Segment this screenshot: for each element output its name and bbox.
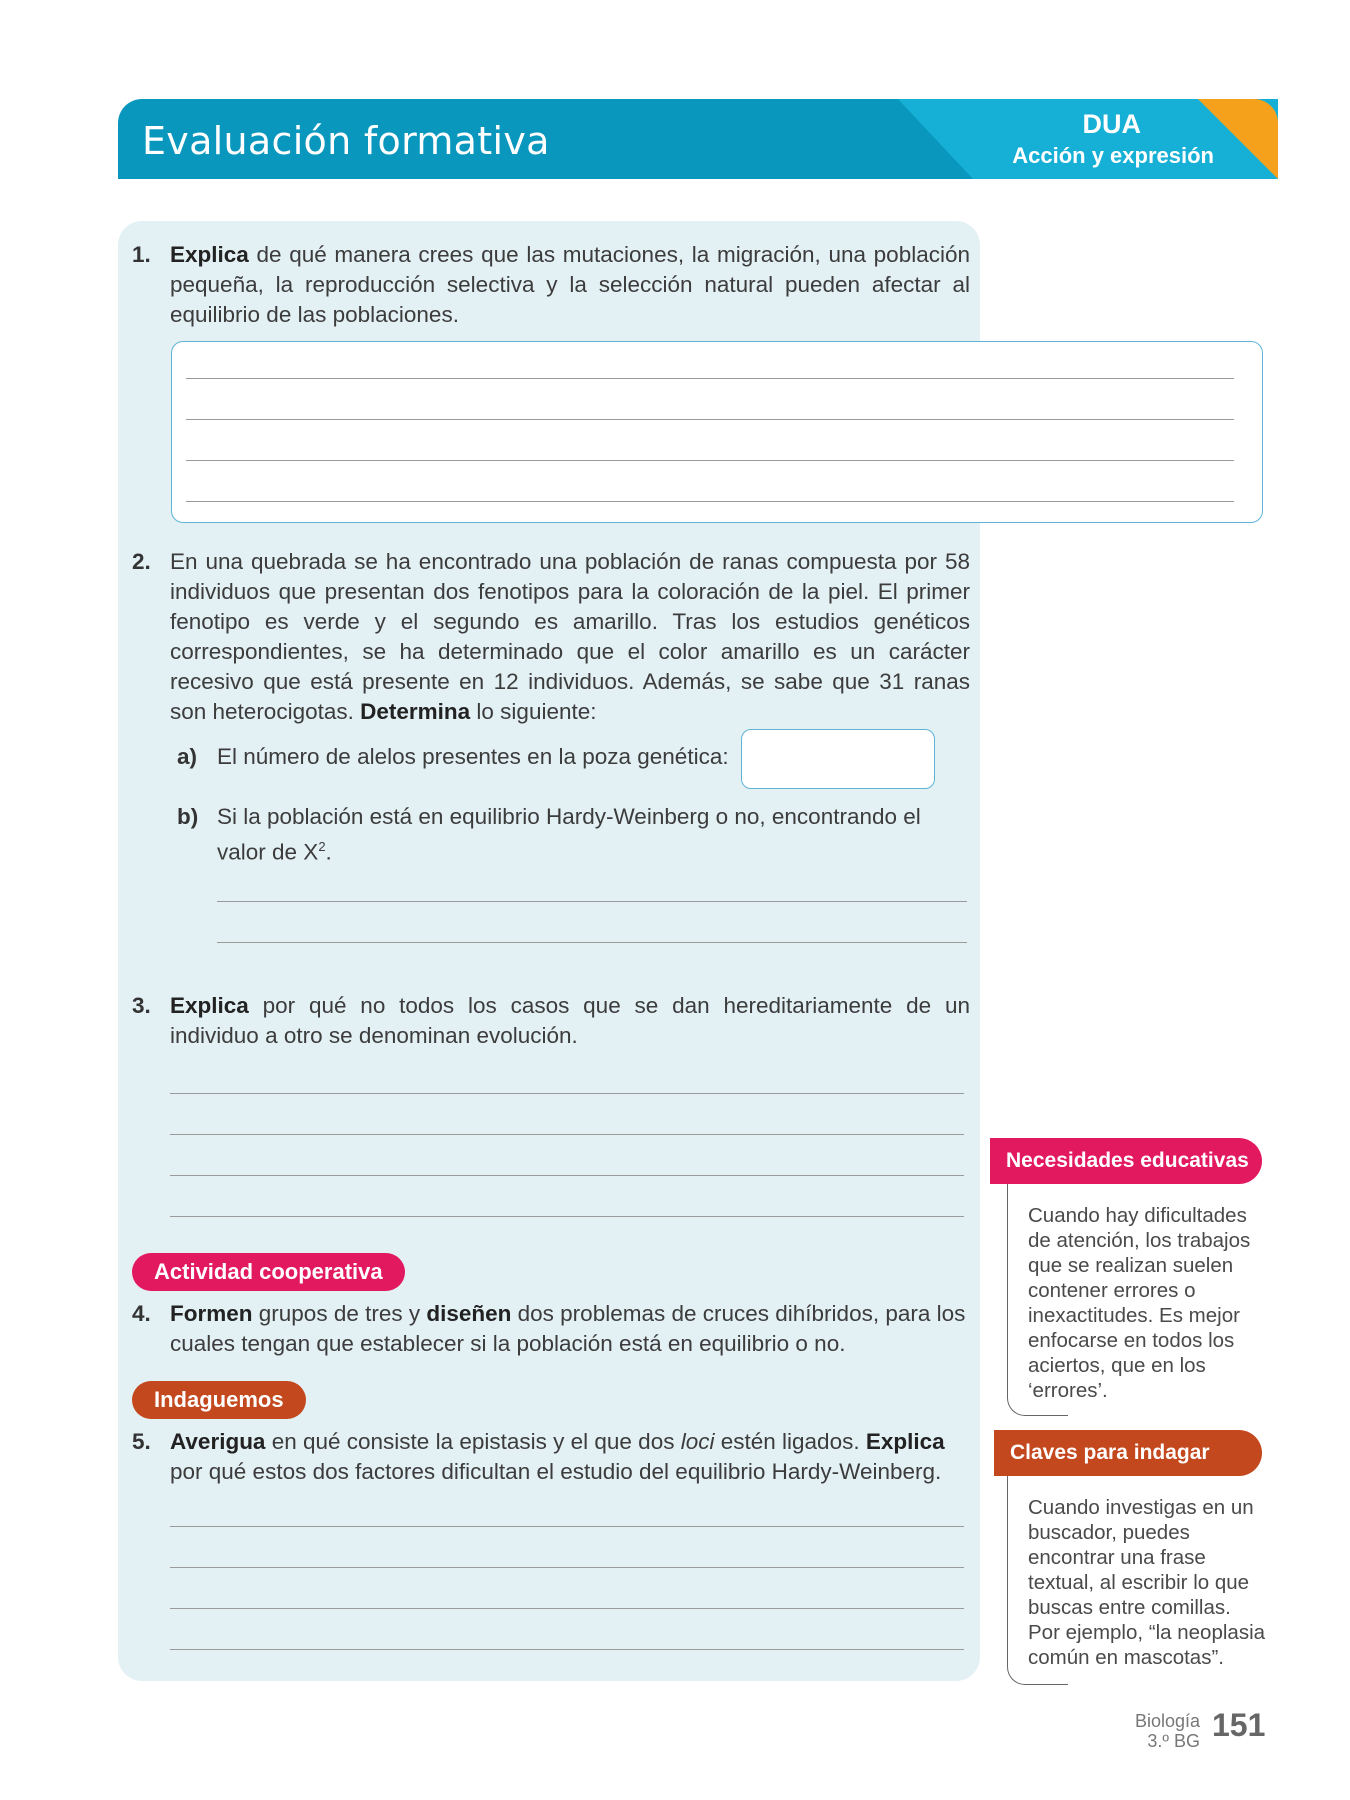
subitem-text: El número de alelos presentes en la poza genética: [217, 744, 729, 769]
answer-line[interactable] [186, 378, 1234, 379]
footer-grade: 3.º BG [1147, 1731, 1200, 1751]
answer-line-q5[interactable] [170, 1608, 964, 1609]
subitem-text: Si la población está en equilibrio Hardy-Weinberg o no, encontrando el valor de $X^2$. [217, 804, 921, 865]
keys-text: Cuando investigas en un buscador, puedes encontrar una frase textual, al escribir lo que buscas entre comillas. Por ejemplo, “la neoplasia común en mascotas”. [1028, 1496, 1266, 1669]
answer-line-q3[interactable] [170, 1175, 964, 1176]
question-verb: Determina [360, 699, 471, 724]
page-title: Evaluación formativa [142, 119, 550, 163]
page-number: 151 [1212, 1707, 1266, 1743]
dua-label: DUA [1082, 109, 1141, 139]
question-verb: Formen [170, 1301, 253, 1326]
answer-line-q2b[interactable] [217, 942, 967, 943]
question-verb: Explica [865, 1429, 945, 1454]
needs-text: Cuando hay dificultades de atención, los trabajos que se realizan suelen contener errores o inexactitudes. Es mejor enfocarse en todos los aciertos, que en los ‘errores’. [1028, 1204, 1251, 1402]
answer-line-q5[interactable] [170, 1649, 964, 1650]
keys-heading: Claves para indagar [994, 1430, 1262, 1476]
answer-box-q2a[interactable] [741, 729, 935, 789]
subitem-label: a) [177, 744, 198, 769]
answer-line-q3[interactable] [170, 1216, 964, 1217]
answer-line[interactable] [186, 501, 1234, 502]
question-number: 3. [132, 993, 151, 1018]
question-text: Averigua en qué consiste la epistasis y el que dos loci estén ligados. Explica por qué estos dos factores dificultan el estudio del equilibrio Hardy-Weinberg. [170, 1429, 945, 1484]
question-verb: Explica [170, 242, 249, 267]
footer-subject-name: Biología [1134, 1711, 1200, 1731]
question-verb: Averigua [170, 1429, 266, 1454]
question-text: Explica por qué no todos los casos que se dan hereditariamente de un individuo a otro se denominan evolución. [170, 993, 970, 1048]
answer-line-q5[interactable] [170, 1526, 964, 1527]
dua-subtitle: Acción y expresión [1012, 143, 1214, 168]
header-banner [118, 99, 1278, 179]
footer-subject [1135, 1711, 1200, 1751]
answer-line-q5[interactable] [170, 1567, 964, 1568]
inquiry-badge: Indaguemos [132, 1381, 306, 1419]
cooperative-activity-badge: Actividad cooperativa [132, 1253, 405, 1291]
answer-line[interactable] [186, 460, 1234, 461]
question-text: En una quebrada se ha encontrado una población de ranas compuesta por 58 individuos que presentan dos fenotipos para la coloración de la piel. El primer fenotipo es verde y el segundo es amarillo. Tras los estudios genéticos correspondientes, se ha determinado que el color amarillo es un carácter recesivo que está presente en 12 individuos. Además, se sabe que 31 ranas son heterocigotas. Determina lo siguiente: [170, 549, 970, 724]
question-number: 2. [132, 549, 151, 574]
needs-heading: Necesidades educativas [990, 1138, 1262, 1184]
question-verb: diseñen [426, 1301, 512, 1326]
answer-box-q1[interactable] [171, 341, 1263, 523]
subitem-label: b) [177, 804, 199, 829]
question-verb: Explica [170, 993, 249, 1018]
answer-line-q2b[interactable] [217, 901, 967, 902]
answer-line[interactable] [186, 419, 1234, 420]
question-number: 1. [132, 242, 151, 267]
question-text: Formen grupos de tres y diseñen dos problemas de cruces dihíbridos, para los cuales tengan que establecer si la población está en equilibrio o no. [170, 1301, 966, 1356]
question-text: Explica de qué manera crees que las mutaciones, la migración, una población pequeña, la reproducción selectiva y la selección natural pueden afectar al equilibrio de las poblaciones. [170, 242, 970, 327]
question-number: 4. [132, 1301, 151, 1326]
answer-line-q3[interactable] [170, 1093, 964, 1094]
answer-line-q3[interactable] [170, 1134, 964, 1135]
question-number: 5. [132, 1429, 151, 1454]
